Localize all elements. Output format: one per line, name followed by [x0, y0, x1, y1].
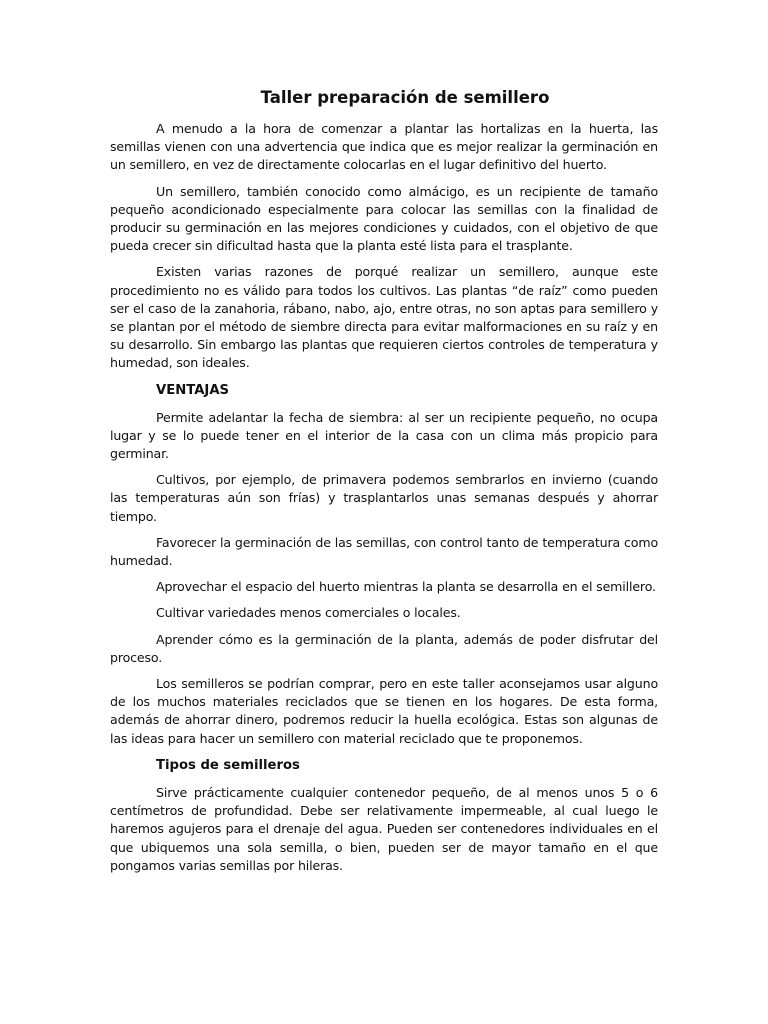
paragraph: Permite adelantar la fecha de siembra: al ser un recipiente pequeño, no ocupa lugar y se lo puede tener en el interior de la casa con un clima más propicio para germinar.: [110, 409, 658, 462]
paragraph: Aprovechar el espacio del huerto mientras la planta se desarrolla en el semillero.: [156, 579, 656, 595]
paragraph: Cultivos, por ejemplo, de primavera podemos sembrarlos en invierno (cuando las temperaturas aún son frías) y trasplantarlos unas semanas después y ahorrar tiempo.: [110, 472, 658, 524]
paragraph: Aprender cómo es la germinación de la planta, además de poder disfrutar del proceso.: [110, 631, 658, 665]
paragraph: Los semilleros se podrían comprar, pero en este taller aconsejamos usar alguno de los muchos materiales reciclados que se tienen en los hogares. De esta forma, además de ahorrar dinero, podremos reducir la huella ecológica. Estas son algunas de las ideas para hacer un semillero con material reciclado que te proponemos.: [110, 676, 658, 746]
section-heading-ventajas: VENTAJAS: [156, 382, 230, 398]
document-page: [110, 86, 658, 883]
paragraph: Existen varias razones de porqué realizar un semillero, aunque este procedimiento no es válido para todos los cultivos. Las plantas “de raíz” como pueden ser el caso de la zanahoria, rábano, nabo, ajo, entre otras, no son aptas para semillero y se plantan por el método de siembre directa para evitar malformaciones en su raíz y en su desarrollo. Sin embargo las plantas que requieren ciertos controles de temperatura y humedad, son ideales.: [110, 264, 658, 371]
section-heading-tipos: Tipos de semilleros: [156, 757, 300, 773]
paragraph: Favorecer la germinación de las semillas, con control tanto de temperatura como humedad.: [110, 534, 658, 569]
paragraph: Un semillero, también conocido como almácigo, es un recipiente de tamaño pequeño acondicionado especialmente para colocar las semillas con la finalidad de producir su germinación en las mejores condiciones y cuidados, con el objetivo de que pueda crecer sin dificultad hasta que la planta esté lista para el trasplante.: [110, 183, 658, 254]
paragraph: A menudo a la hora de comenzar a plantar las hortalizas en la huerta, las semillas vienen con una advertencia que indica que es mejor realizar la germinación en un semillero, en vez de directamente colocarlas en el lugar definitivo del huerto.: [110, 121, 658, 173]
paragraph: Sirve prácticamente cualquier contenedor pequeño, de al menos unos 5 o 6 centímetros de profundidad. Debe ser relativamente impermeable, al cual luego le haremos agujeros para el drenaje del agua. Pueden ser contenedores individuales en el que ubiquemos una sola semilla, o bien, pueden ser de mayor tamaño en el que pongamos varias semillas por hileras.: [110, 784, 658, 873]
paragraph: Cultivar variedades menos comerciales o locales.: [156, 605, 461, 621]
document-title: Taller preparación de semillero: [260, 88, 550, 107]
